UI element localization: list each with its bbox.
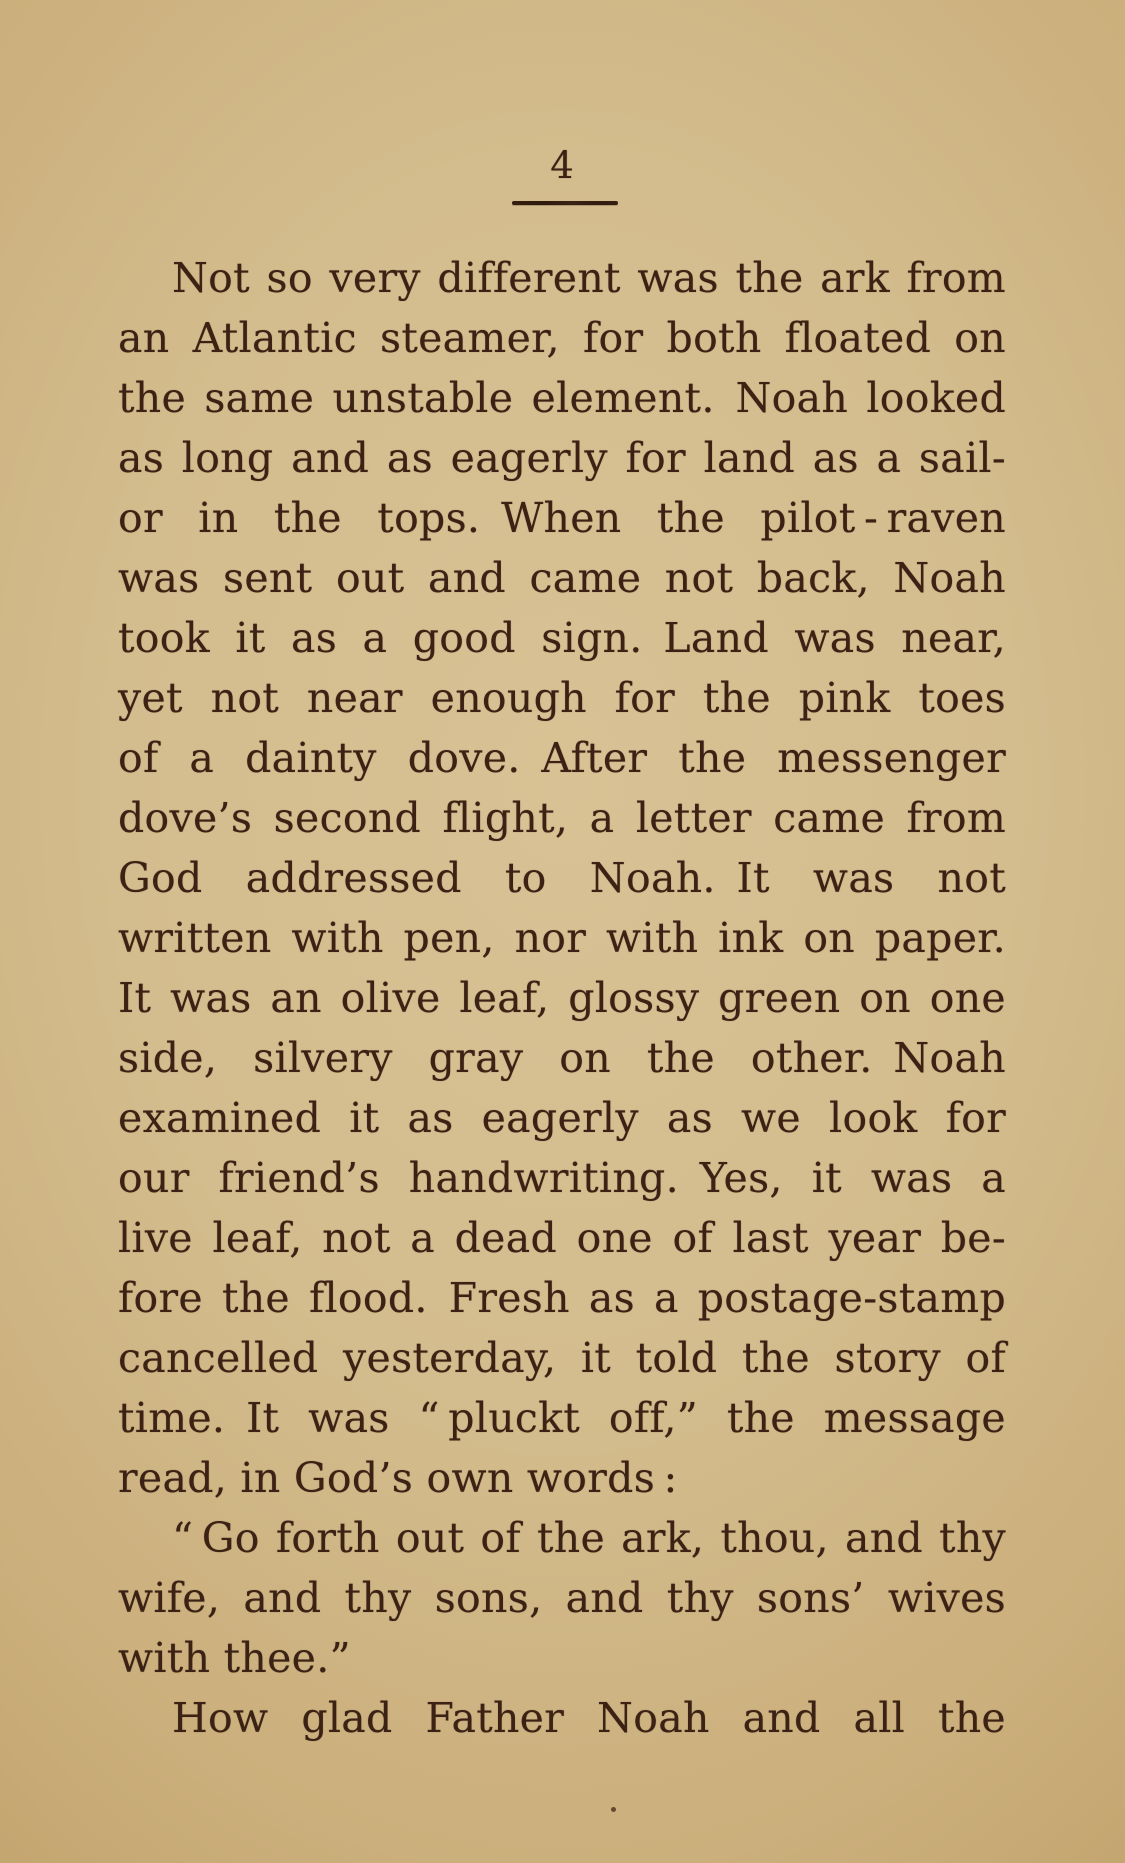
text-line: took it as a good sign. Land was near, [118, 614, 1006, 662]
text-line: yet not near enough for the pink toes [118, 674, 1006, 722]
text-line: Not so very different was the ark from [172, 254, 1006, 302]
text-line: fore the flood. Fresh as a postage-stamp [118, 1274, 1006, 1322]
text-line: live leaf, not a dead one of last year be- [118, 1214, 1006, 1262]
text-line: wife, and thy sons, and thy sons’ wives [118, 1574, 1006, 1622]
text-line: written with pen, nor with ink on paper. [118, 914, 1006, 962]
text-line: was sent out and came not back, Noah [118, 554, 1006, 602]
text-line: side, silvery gray on the other. Noah [118, 1034, 1006, 1082]
text-line: cancelled yesterday, it told the story of [118, 1334, 1006, 1382]
page-text [118, 248, 1006, 1748]
ink-dot-artifact [611, 1807, 616, 1812]
text-line: of a dainty dove. After the messenger [118, 734, 1006, 782]
text-line: an Atlantic steamer, for both floated on [118, 314, 1006, 362]
text-line: It was an olive leaf, glossy green on one [118, 974, 1006, 1022]
text-line: dove’s second flight, a letter came from [118, 794, 1006, 842]
text-line: “ Go forth out of the ark, thou, and thy [172, 1514, 1006, 1562]
text-line: our friend’s handwriting. Yes, it was a [118, 1154, 1006, 1202]
text-line: time. It was “ pluckt off,” the message [118, 1394, 1006, 1442]
text-line: with thee.” [118, 1634, 351, 1682]
text-line: the same unstable element. Noah looked [118, 374, 1006, 422]
text-line: as long and as eagerly for land as a sail- [118, 434, 1006, 482]
text-line: or in the tops. When the pilot - raven [118, 494, 1006, 542]
text-line: How glad Father Noah and all the [172, 1694, 1006, 1742]
page-number: 4 [550, 144, 575, 187]
text-line: God addressed to Noah. It was not [118, 854, 1006, 902]
text-line: examined it as eagerly as we look for [118, 1094, 1006, 1142]
text-line: read, in God’s own words : [118, 1454, 678, 1502]
page-number-rule [512, 201, 618, 205]
